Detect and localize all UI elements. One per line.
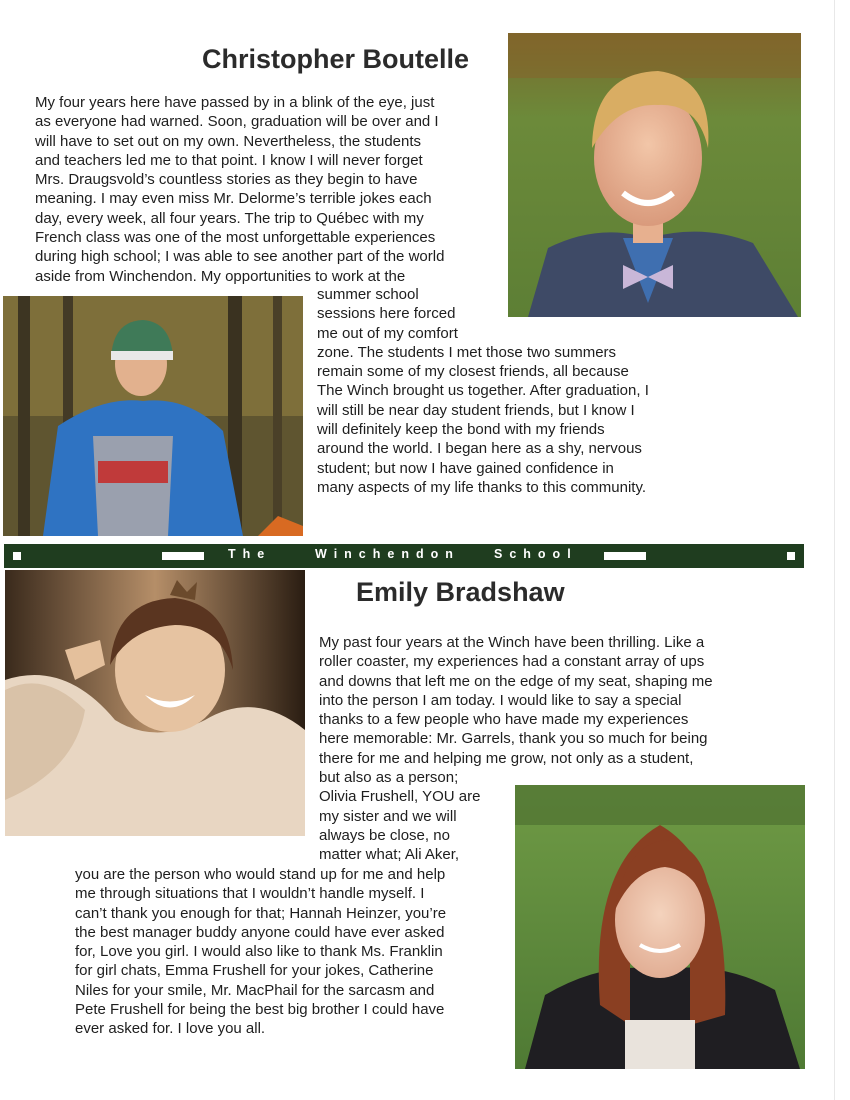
banner-word-the: The [228, 547, 272, 561]
profile-text-top: My four years here have passed by in a blink of the eye, just as everyone had warned. Soon, graduation will be over and I will have to set out on my own. Nevertheless, the students and teachers led me to that point. I know I will never forget Mrs. Draugsvold’s countless stories as they begin to have meaning. I may even miss Mr. Delorme’s terrible jokes each day, every week, all four years. The trip to Québec with my French class was one of the most unforgettable experiences during high school; I was able to see another part of the world aside from Winchendon. My opportunities to work at the [35, 94, 445, 285]
profile-text-bottom: summer school sessions here forced me out of my comfort zone. The students I met those two summers remain some of my closest friends, all because The Winch brought us together. After graduation, I will still be near day student friends, but I know I will definitely keep the bond with my friends around the world. I began here as a shy, nervous student; but now I have gained confidence in many aspects of my life thanks to this community. [317, 286, 649, 496]
school-banner [4, 544, 804, 568]
banner-square-left [13, 552, 21, 560]
casual-photo [5, 570, 305, 836]
banner-square-right [787, 552, 795, 560]
banner-bar-left [162, 552, 204, 560]
portrait-photo [508, 33, 801, 317]
banner-word-winchendon: Winchendon [315, 547, 460, 561]
profile-name: Christopher Boutelle [202, 44, 470, 74]
profile-text-top: My past four years at the Winch have been thrilling. Like a roller coaster, my experiences had a constant array of ups and downs that left me on the edge of my seat, shaping me into the person I am today. I would like to say a special thanks to a few people who have made my experiences here memorable: Mr. Garrels, thank you so much for being there for me and helping me grow, not only as a student, but also as a person; Olivia Frushell, YOU are my sister and we will always be close, no matter what; Ali Aker, [319, 634, 713, 864]
casual-photo [3, 296, 303, 536]
banner-word-school: School [494, 547, 578, 561]
page-edge [834, 0, 835, 1100]
profile-name: Emily Bradshaw [356, 577, 565, 607]
banner-bar-right [604, 552, 646, 560]
profile-text-bottom: you are the person who would stand up for me and help me through situations that I wouldn’t handle myself. I can’t thank you enough for that; Hannah Heinzer, you’re the best manager buddy anyone could have ever asked for, Love you girl. I would also like to thank Ms. Franklin for girl chats, Emma Frushell for your jokes, Catherine Niles for your smile, Mr. MacPhail for the sarcasm and Pete Frushell for being the best big brother I could have ever asked for. I love you all. [75, 866, 447, 1038]
